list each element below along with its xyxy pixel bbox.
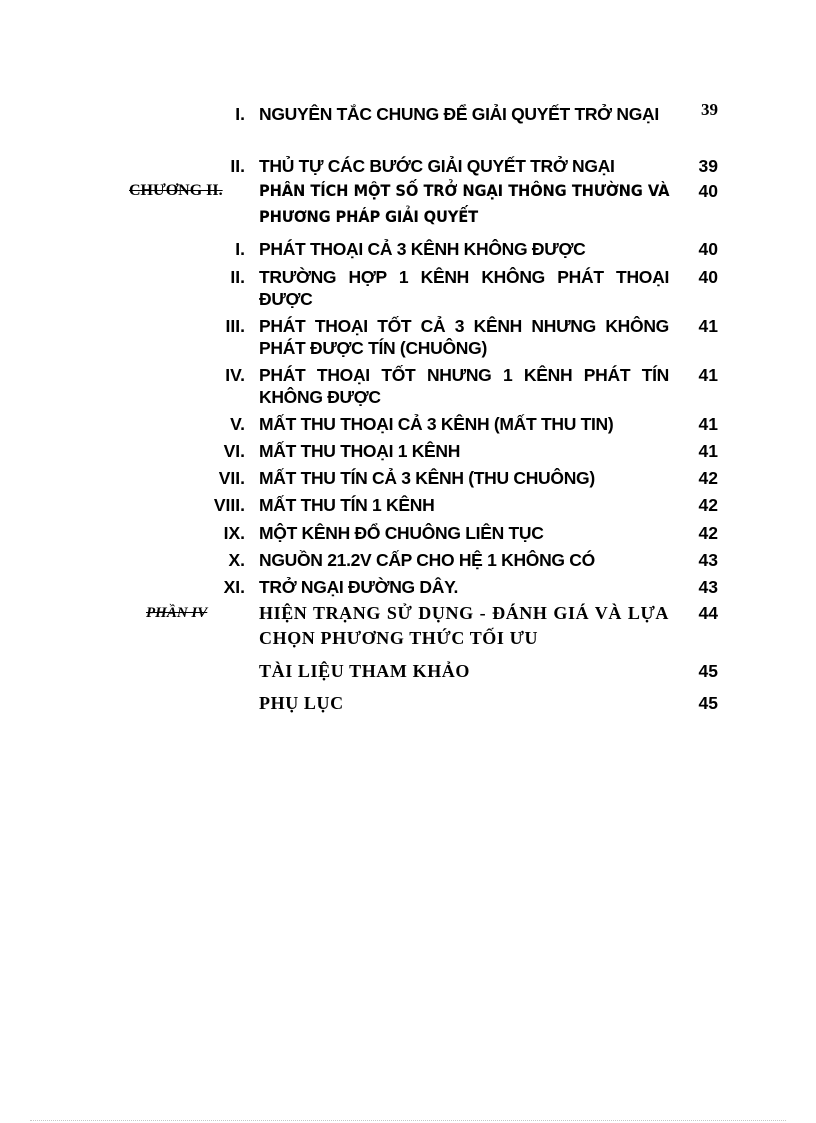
toc-entry-title: PHÁT THOẠI TỐT CẢ 3 KÊNH NHƯNG KHÔNG PHÁT ĐƯỢC TÍN (CHUÔNG) (259, 316, 669, 358)
toc-entry-page: 41 (698, 414, 718, 434)
toc-entry-title: MỘT KÊNH ĐỔ CHUÔNG LIÊN TỤC (259, 523, 544, 543)
toc-entry-page: 42 (698, 523, 718, 543)
toc-entry-number: II. (230, 156, 245, 176)
toc-entry-number: IX. (223, 523, 245, 543)
toc-entry-number: III. (225, 316, 245, 336)
toc-entry-page: 42 (698, 495, 718, 515)
toc-chapter-label: CHƯƠNG II. (129, 182, 223, 199)
toc-entry-title: PHỤ LỤC (259, 693, 344, 713)
toc-entry-number: VII. (218, 468, 245, 488)
toc-entry-title: PHÁT THOẠI CẢ 3 KÊNH KHÔNG ĐƯỢC (259, 239, 586, 259)
toc-entry-title: PHÁT THOẠI TỐT NHƯNG 1 KÊNH PHÁT TÍN KHÔNG ĐƯỢC (259, 365, 669, 407)
toc-entry-page: 39 (698, 156, 718, 176)
toc-entry-number: I. (235, 239, 245, 259)
toc-entry-page: 41 (698, 441, 718, 461)
toc-entry-page: 40 (698, 239, 718, 259)
toc-entry-page: 42 (698, 468, 718, 488)
toc-entry-page: 45 (698, 693, 718, 713)
toc-entry-title: MẤT THU TÍN CẢ 3 KÊNH (THU CHUÔNG) (259, 468, 595, 488)
toc-entry-page: 40 (698, 267, 718, 287)
toc-entry-title: PHÂN TÍCH MỘT SỐ TRỞ NGẠI THÔNG THƯỜNG VÀ PHƯƠNG PHÁP GIẢI QUYẾT (259, 181, 670, 226)
toc-entry-title: TÀI LIỆU THAM KHẢO (259, 661, 470, 681)
toc-entry-title: NGUỒN 21.2V CẤP CHO HỆ 1 KHÔNG CÓ (259, 550, 595, 570)
toc-entry-page: 41 (698, 365, 718, 385)
toc-entry-number: VI. (223, 441, 245, 461)
page-bottom-divider (30, 1120, 786, 1121)
toc-entry-title: TRƯỜNG HỢP 1 KÊNH KHÔNG PHÁT THOẠI ĐƯỢC (259, 267, 669, 309)
toc-entry-page: 39 (701, 100, 718, 119)
toc-entry-number: VIII. (213, 495, 245, 515)
toc-entry-page: 43 (698, 550, 718, 570)
toc-entry-page: 44 (698, 603, 718, 623)
toc-entry-number: II. (230, 267, 245, 287)
toc-entry-page: 43 (698, 577, 718, 597)
toc-entry-title: THỦ TỰ CÁC BƯỚC GIẢI QUYẾT TRỞ NGẠI (259, 156, 615, 176)
toc-entry-title: NGUYÊN TẮC CHUNG ĐỂ GIẢI QUYẾT TRỞ NGẠI (259, 104, 659, 124)
toc-entry-number: I. (235, 104, 245, 124)
toc-entry-number: XI. (223, 577, 245, 597)
toc-entry-title: MẤT THU TÍN 1 KÊNH (259, 495, 435, 515)
toc-entry-page: 45 (698, 661, 718, 681)
toc-entry-title: MẤT THU THOẠI CẢ 3 KÊNH (MẤT THU TIN) (259, 414, 614, 434)
toc-entry-number: IV. (225, 365, 245, 385)
toc-entry-title: MẤT THU THOẠI 1 KÊNH (259, 441, 461, 461)
toc-part-label: PHẦN IV (146, 605, 208, 621)
toc-entry-title: TRỞ NGẠI ĐƯỜNG DÂY. (259, 577, 459, 597)
toc-entry-number: V. (230, 414, 245, 434)
toc-entry-page: 40 (698, 181, 718, 201)
toc-entry-page: 41 (698, 316, 718, 336)
toc-entry-title: HIỆN TRẠNG SỬ DỤNG - ĐÁNH GIÁ VÀ LỰA CHỌN PHƯƠNG THỨC TỐI ƯU (259, 603, 669, 648)
toc-entry-number: X. (228, 550, 245, 570)
